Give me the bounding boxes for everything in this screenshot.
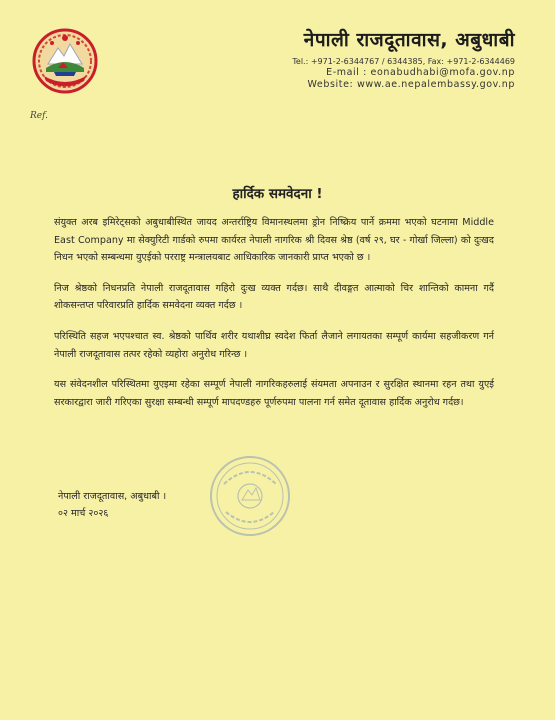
ref-label: Ref. xyxy=(30,111,48,121)
nepal-emblem-icon xyxy=(30,26,100,96)
letter-subject: हार्दिक समवेदना ! xyxy=(232,186,323,202)
paragraph: परिस्थिति सहज भएपश्चात स्व. श्रेष्ठको पार्थिव शरीर यथाशीघ्र स्वदेश फिर्ता लैजाने लगायतका सम्पूर्ण कार्यमा सहजीकरण गर्न नेपाली राजदूतावास तत्पर रहेको व्यहोरा अनुरोध गरिन्छ । xyxy=(54,330,494,360)
paragraph: यस संवेदनशील परिस्थितमा युएइमा रहेका सम्पूर्ण नेपाली नागरिकहरुलाई संयमता अपनाउन र सुरक्षित स्थानमा रहन तथा युएई सरकारद्वारा जारी गरिएका सुरक्षा सम्बन्धी सम्पूर्ण मापदण्डहरु पूर्णरुपमा पालना गर्न समेत दूतावास हार्दिक अनुरोध गर्दछ। xyxy=(54,379,494,408)
embassy-name: नेपाली राजदूतावास, अबुधाबी xyxy=(303,29,515,51)
letter-date: ०२ मार्च २०२६ xyxy=(58,508,109,519)
letter-body xyxy=(54,214,494,424)
sender-name: नेपाली राजदूतावास, अबुधाबी । xyxy=(58,491,167,502)
letterhead-header xyxy=(292,26,515,91)
website-address: Website: www.ae.nepalembassy.gov.np xyxy=(307,79,515,90)
phone-fax: Tel.: +971-2-6344767 / 6344385, Fax: +971-2-6344469 xyxy=(292,57,515,66)
email-address: E-mail : eonabudhabi@mofa.gov.np xyxy=(326,67,515,78)
paragraph: संयुक्त अरब इमिरेट्सको अबुधाबीस्थित जायद अन्तर्राष्ट्रिय विमानस्थलमा ड्रोन निष्क्रिय पार्ने क्रममा भएको घटनामा Middle East Company मा सेक्युरिटी गार्डको रुपमा कार्यरत नेपाली नागरिक श्री दिवस श्रेष्ठ (वर्ष २९, घर - गोर्खा जिल्ला) को दुःखद निधन भएको सम्बन्धमा युएईको परराष्ट्र मन्त्रालयबाट आधिकारिक जानकारी प्राप्त भएको छ । xyxy=(54,217,494,264)
paragraph: निज श्रेष्ठको निधनप्रति नेपाली राजदूतावास गहिरो दुःख व्यक्त गर्दछ। साथै दीवङ्गत आत्माको चिर शान्तिको कामना गर्दै शोकसन्तप्त परिवारप्रति हार्दिक समवेदना व्यक्त गर्दछ । xyxy=(54,282,494,312)
official-stamp-icon xyxy=(208,454,292,538)
signoff xyxy=(58,488,166,522)
